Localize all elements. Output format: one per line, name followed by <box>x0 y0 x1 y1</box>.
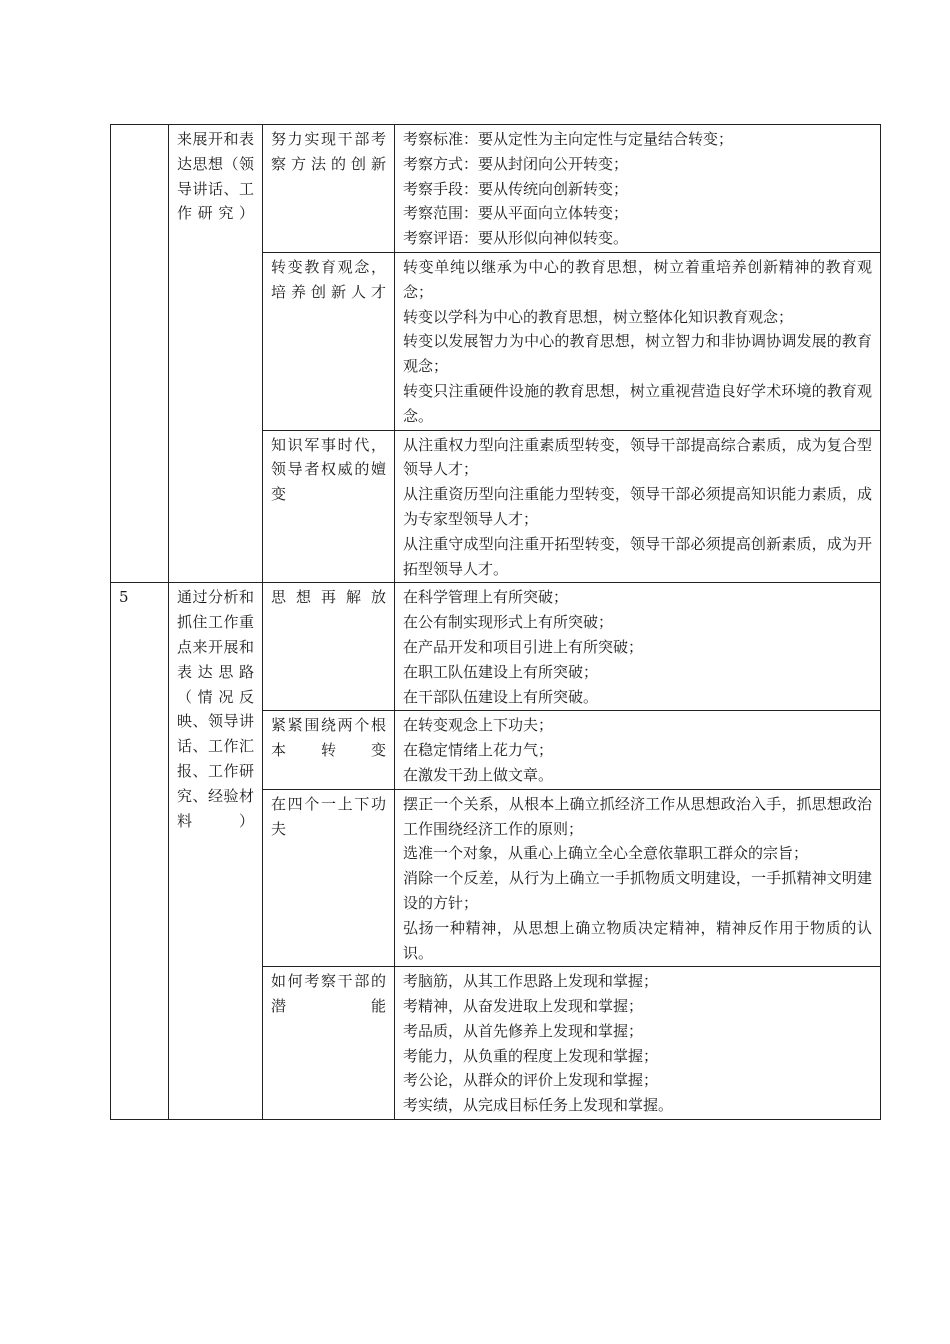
table-row <box>111 125 881 253</box>
detail-line: 在稳定情绪上花力气； <box>403 741 554 760</box>
section-number <box>111 125 169 583</box>
item-details <box>395 583 881 711</box>
detail-line: 考品质，从首先修养上发现和掌握； <box>403 1021 644 1040</box>
item-aspect: 转变教育观念，培养创新人才 <box>263 252 395 430</box>
detail-line: 在公有制实现形式上有所突破； <box>403 613 614 632</box>
item-aspect: 如何考察干部的潜能 <box>263 967 395 1120</box>
detail-line: 从注重资历型向注重能力型转变，领导干部必须提高知识能力素质，成为专家型领导人才； <box>403 485 872 528</box>
detail-line: 从注重守成型向注重开拓型转变，领导干部必须提高创新素质，成为开拓型领导人才。 <box>403 534 872 578</box>
item-details <box>395 789 881 967</box>
detail-line: 转变以学科为中心的教育思想，树立整体化知识教育观念； <box>403 307 794 326</box>
item-details <box>395 430 881 583</box>
detail-line: 选准一个对象，从重心上确立全心全意依靠职工群众的宗旨； <box>403 844 809 863</box>
detail-line: 从注重权力型向注重素质型转变，领导干部提高综合素质，成为复合型领导人才； <box>403 435 872 479</box>
detail-line: 考察标准：要从定性为主向定性与定量结合转变； <box>403 130 734 148</box>
document-table <box>110 124 881 1120</box>
item-aspect: 在四个一上下功夫 <box>263 789 395 967</box>
detail-line: 转变以发展智力为中心的教育思想，树立智力和非协调协调发展的教育观念； <box>403 332 872 376</box>
detail-line: 考公论，从群众的评价上发现和掌握； <box>403 1071 659 1090</box>
item-aspect: 知识军事时代，领导者权威的嬗变 <box>263 430 395 583</box>
item-details <box>395 252 881 430</box>
detail-line: 在产品开发和项目引进上有所突破； <box>403 637 644 656</box>
document-table-body <box>111 125 881 1120</box>
item-details <box>395 967 881 1120</box>
detail-line: 考察方式：要从封闭向公开转变； <box>403 154 629 173</box>
detail-line: 弘扬一种精神，从思想上确立物质决定精神，精神反作用于物质的认识。 <box>403 918 872 962</box>
detail-line: 在干部队伍建设上有所突破。 <box>403 687 599 706</box>
item-aspect: 思想再解放 <box>263 583 395 711</box>
item-aspect: 努力实现干部考察方法的创新 <box>263 125 395 253</box>
detail-line: 转变只注重硬件设施的教育思想，树立重视营造良好学术环境的教育观念。 <box>403 381 872 425</box>
item-aspect: 紧紧围绕两个根本转变 <box>263 711 395 789</box>
detail-line: 摆正一个关系，从根本上确立抓经济工作从思想政治入手，抓思想政治工作围绕经济工作的原则； <box>403 794 872 838</box>
item-details <box>395 711 881 789</box>
detail-line: 考察范围：要从平面向立体转变； <box>403 204 629 223</box>
item-details <box>395 125 881 253</box>
detail-line: 考脑筋，从其工作思路上发现和掌握； <box>403 972 659 991</box>
detail-line: 在转变观念上下功夫； <box>403 716 554 735</box>
detail-line: 考察评语：要从形似向神似转变。 <box>403 229 629 248</box>
table-row <box>111 583 881 711</box>
detail-line: 考能力，从负重的程度上发现和掌握； <box>403 1046 659 1065</box>
detail-line: 考精神，从奋发进取上发现和掌握； <box>403 997 644 1016</box>
section-topic: 通过分析和抓住工作重点来开展和表达思路（情况反映、领导讲话、工作汇报、工作研究、经验材料） <box>169 583 263 1120</box>
detail-line: 考实绩，从完成目标任务上发现和掌握。 <box>403 1096 674 1115</box>
detail-line: 在职工队伍建设上有所突破； <box>403 662 599 681</box>
section-number: 5 <box>111 583 169 1120</box>
detail-line: 考察手段：要从传统向创新转变； <box>403 179 629 198</box>
section-topic: 来展开和表达思想（领导讲话、工作研究） <box>169 125 263 583</box>
detail-line: 在激发干劲上做文章。 <box>403 765 554 784</box>
detail-line: 转变单纯以继承为中心的教育思想，树立着重培养创新精神的教育观念； <box>403 257 872 301</box>
detail-line: 在科学管理上有所突破； <box>403 588 569 607</box>
detail-line: 消除一个反差，从行为上确立一手抓物质文明建设，一手抓精神文明建设的方针； <box>403 869 872 912</box>
